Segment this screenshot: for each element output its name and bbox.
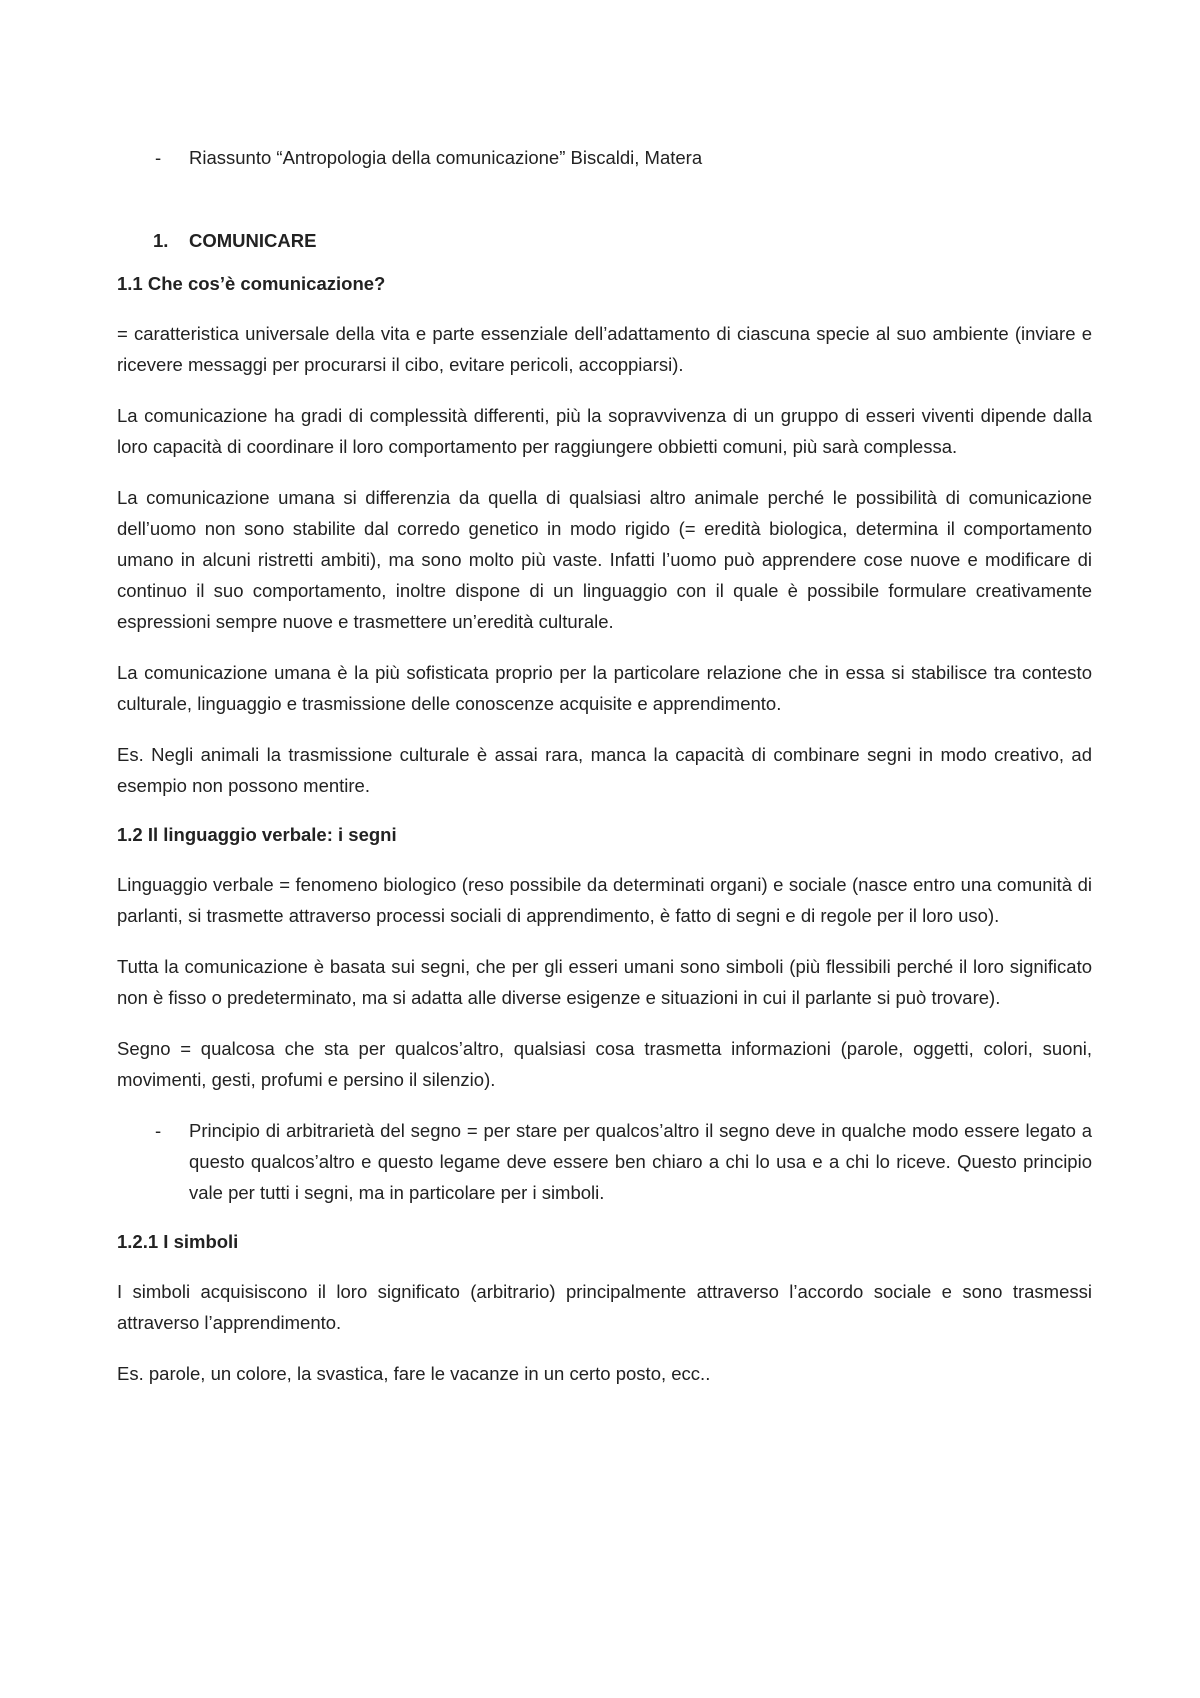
paragraph: La comunicazione umana si differenzia da quella di qualsiasi altro animale perché le possibilità di comunicazione dell’uomo non sono stabilite dal corredo genetico in modo rigido (= eredità biologica, determina il comportamento umano in alcuni ristretti ambiti), ma sono molto più vaste. Infatti l’uomo può apprendere cose nuove e modificare di continuo il suo comportamento, inoltre dispone di un linguaggio con il quale è possibile formulare creativamente espressioni sempre nuove e trasmettere un’eredità culturale. xyxy=(117,487,1092,632)
paragraph: I simboli acquisiscono il loro significato (arbitrario) principalmente attraverso l’accordo sociale e sono trasmessi attraverso l’apprendimento. xyxy=(117,1281,1092,1333)
paragraph: La comunicazione ha gradi di complessità differenti, più la sopravvivenza di un gruppo di esseri viventi dipende dalla loro capacità di coordinare il loro comportamento per raggiungere obbietti comuni, più sarà complessa. xyxy=(117,405,1092,457)
paragraph: = caratteristica universale della vita e parte essenziale dell’adattamento di ciascuna specie al suo ambiente (inviare e ricevere messaggi per procurarsi il cibo, evitare pericoli, accoppiarsi). xyxy=(117,323,1092,375)
paragraph: Tutta la comunicazione è basata sui segni, che per gli esseri umani sono simboli (più flessibili perché il loro significato non è fisso o predeterminato, ma si adatta alle diverse esigenze e situazioni in cui il parlante si può trovare). xyxy=(117,956,1092,1008)
bullet-text: Principio di arbitrarietà del segno = per stare per qualcos’altro il segno deve in qualche modo essere legato a questo qualcos’altro e questo legame deve essere ben chiaro a chi lo usa e a chi lo riceve. Questo principio vale per tutti i segni, ma in particolare per i simboli. xyxy=(189,1120,1092,1203)
section-heading-1-2: 1.2 Il linguaggio verbale: i segni xyxy=(117,824,397,845)
chapter-number: 1. xyxy=(153,230,169,251)
document-title: Riassunto “Antropologia della comunicazione” Biscaldi, Matera xyxy=(189,147,703,168)
paragraph: Segno = qualcosa che sta per qualcos’altro, qualsiasi cosa trasmetta informazioni (parole, oggetti, colori, suoni, movimenti, gesti, profumi e persino il silenzio). xyxy=(117,1038,1092,1090)
bullet-dash: - xyxy=(155,1120,162,1141)
chapter-heading xyxy=(117,225,1092,256)
paragraph: Linguaggio verbale = fenomeno biologico (reso possibile da determinati organi) e sociale (nasce entro una comunità di parlanti, si trasmette attraverso processi sociali di apprendimento, è fatto di segni e di regole per il loro uso). xyxy=(117,874,1092,926)
bullet-item xyxy=(117,1115,1092,1208)
section-heading-1-2-1: 1.2.1 I simboli xyxy=(117,1231,239,1252)
chapter-title: COMUNICARE xyxy=(189,230,317,251)
document-title-line xyxy=(117,142,1092,173)
section-heading-1-1: 1.1 Che cos’è comunicazione? xyxy=(117,273,386,294)
title-dash: - xyxy=(155,147,162,168)
document-page xyxy=(117,142,1092,1389)
paragraph: Es. Negli animali la trasmissione culturale è assai rara, manca la capacità di combinare segni in modo creativo, ad esempio non possono mentire. xyxy=(117,744,1092,796)
paragraph: La comunicazione umana è la più sofisticata proprio per la particolare relazione che in essa si stabilisce tra contesto culturale, linguaggio e trasmissione delle conoscenze acquisite e apprendimento. xyxy=(117,662,1092,714)
paragraph: Es. parole, un colore, la svastica, fare le vacanze in un certo posto, ecc.. xyxy=(117,1363,711,1384)
